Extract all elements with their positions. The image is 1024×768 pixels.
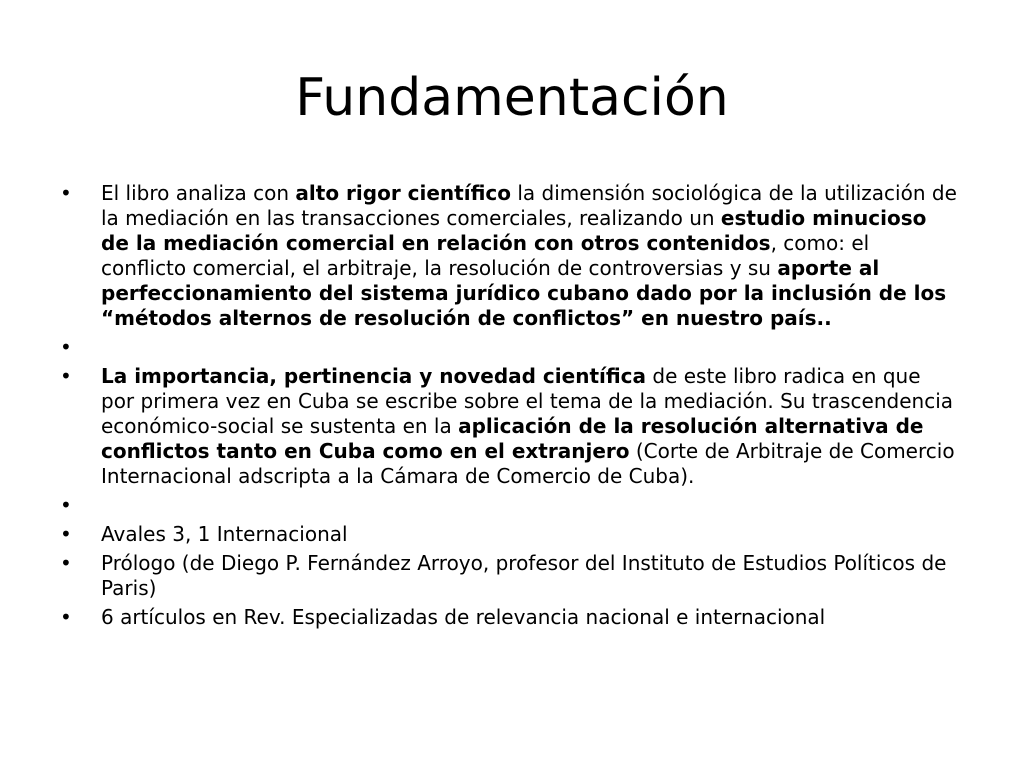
bullet-list <box>60 181 960 634</box>
bullet-marker: • <box>60 364 72 388</box>
bullet-marker: • <box>60 493 72 517</box>
bullet-marker: • <box>60 181 72 205</box>
slide-title: Fundamentación <box>295 68 729 128</box>
text-segment: (Corte de Arbitraje de Comercio Internacional adscripta a la Cámara de Comercio de Cuba). <box>101 439 955 488</box>
bullet-item <box>60 181 960 331</box>
text-segment: de este libro radica en que por primera vez en Cuba se escribe sobre el tema de la mediación. Su trascendencia económico-social se sustenta en la <box>101 364 954 438</box>
bullet-text <box>101 551 946 600</box>
text-segment: la dimensión sociológica de la utilización de la mediación en las transacciones comerciales, realizando un <box>101 181 957 230</box>
empty-bullet-item <box>60 335 960 360</box>
bullet-marker: • <box>60 335 72 359</box>
bullet-text <box>101 522 348 546</box>
text-segment: 6 artículos en Rev. Especializadas de relevancia nacional e internacional <box>101 605 826 629</box>
bullet-marker: • <box>60 522 72 546</box>
empty-bullet-item <box>60 493 960 518</box>
bullet-item <box>60 551 960 601</box>
bold-text-segment: estudio minucioso de la mediación comercial en relación con otros contenidos <box>101 206 927 255</box>
bullet-text <box>101 605 825 629</box>
bullet-marker: • <box>60 551 72 575</box>
text-segment: Prólogo (de Diego P. Fernández Arroyo, profesor del Instituto de Estudios Políticos de Paris) <box>101 551 947 600</box>
bullet-item <box>60 522 960 547</box>
bullet-marker: • <box>60 605 72 629</box>
text-segment: , como: el conflicto comercial, el arbitraje, la resolución de controversias y su <box>101 231 870 280</box>
bold-text-segment: La importancia, pertinencia y novedad científica <box>101 364 647 388</box>
bullet-text <box>101 364 955 488</box>
bullet-text <box>101 181 957 330</box>
bold-text-segment: aplicación de la resolución alternativa de conflictos tanto en Cuba como en el extranjero <box>101 414 924 463</box>
bold-text-segment: aporte al perfeccionamiento del sistema jurídico cubano dado por la inclusión de los “métodos alternos de resolución de conflictos” en nuestro país.. <box>101 256 947 330</box>
bullet-item <box>60 605 960 630</box>
text-segment: El libro analiza con <box>101 181 296 205</box>
text-segment: Avales 3, 1 Internacional <box>101 522 348 546</box>
bold-text-segment: alto rigor científico <box>295 181 511 205</box>
bullet-item <box>60 364 960 489</box>
